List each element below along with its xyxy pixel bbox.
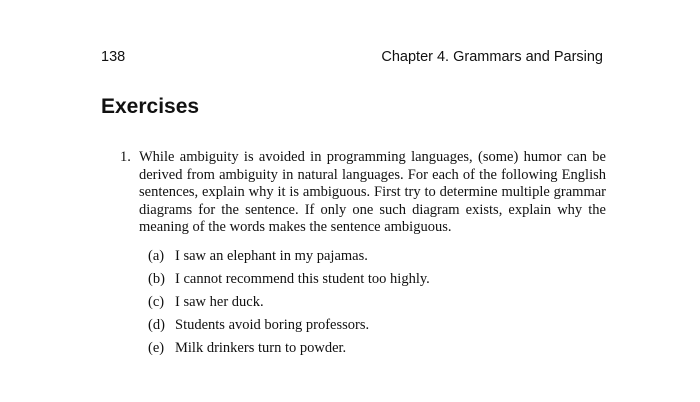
exercise-text: While ambiguity is avoided in programming languages, (some) humor can be derived from ambiguity in natural languages. For each of the following English sentences, explain why it is ambiguous. First try to determine multiple grammar diagrams for the sentence. If only one such diagram exists, explain why the meaning of the words makes the sentence ambiguous. [139,149,606,236]
subpart-label: (b) [148,270,165,287]
subpart-text: Milk drinkers turn to powder. [175,339,347,356]
page-number: 138 [101,49,126,65]
subpart-label: (a) [148,247,165,264]
section-title: Exercises [101,95,200,118]
exercise-subparts [148,245,606,360]
subpart-a [148,245,606,268]
subpart-text: I cannot recommend this student too highly. [175,270,430,287]
subpart-label: (c) [148,293,165,310]
subpart-c [148,291,606,314]
running-head: Chapter 4. Grammars and Parsing [381,49,603,65]
subpart-text: I saw an elephant in my pajamas. [175,247,368,264]
page-header [101,49,603,69]
subpart-e [148,337,606,360]
subpart-label: (e) [148,339,165,356]
exercise-number: 1. [120,149,131,165]
subpart-label: (d) [148,316,165,333]
subpart-b [148,268,606,291]
subpart-text: I saw her duck. [175,293,264,310]
subpart-text: Students avoid boring professors. [175,316,370,333]
subpart-d [148,314,606,337]
exercise-1 [120,149,606,360]
